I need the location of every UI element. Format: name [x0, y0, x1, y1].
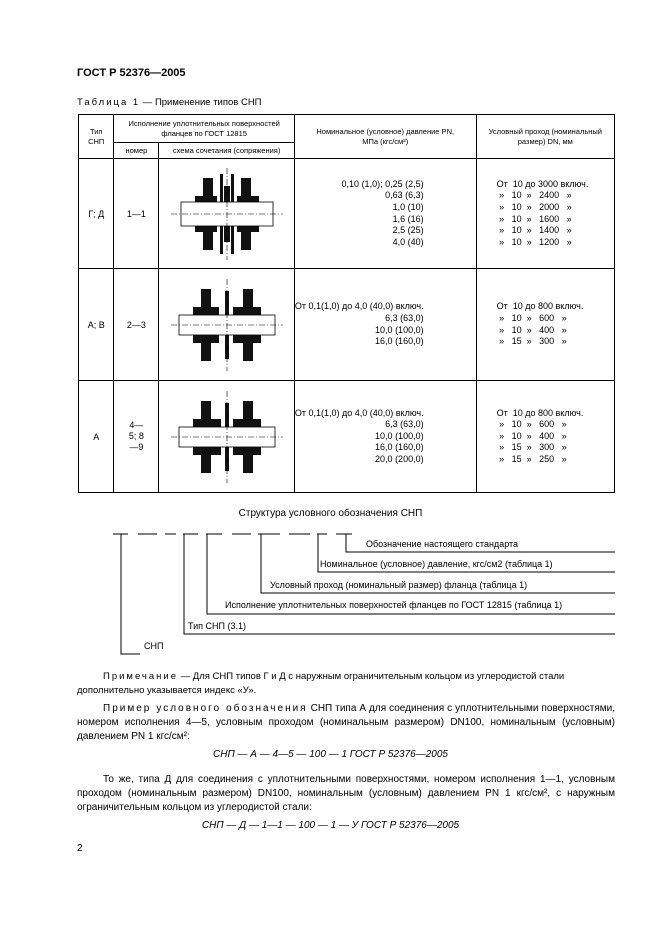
- cell-pressure: От 0,1(1,0) до 4,0 (40,0) включ. 6,3 (63,0) 10,0 (100,0) 16,0 (160,0): [294, 269, 476, 381]
- cell-type: А: [79, 381, 114, 493]
- note-text: — Для СНП типов Г и Д с наружным ограничительным кольцом из углеродистой стали дополнительно указывается индекс «У».: [77, 671, 565, 696]
- header-pressure: Номинальное (условное) давление PN, МПа (кгс/см²): [294, 115, 476, 159]
- header-scheme: схема сочетания (сопряжения): [159, 143, 294, 159]
- cell-number: 2—3: [114, 269, 159, 381]
- formula-2: СНП — Д — 1—1 — 100 — 1 — У ГОСТ Р 52376—2005: [201, 820, 460, 831]
- cell-diameter: От 10 до 800 включ. » 10 » 600 » » 10 » 400 » » 15 » 300 » » 15 » 250 »: [476, 381, 614, 493]
- header-number: номер: [114, 143, 159, 159]
- note-paragraph: [77, 670, 615, 698]
- note-prefix: Примечание: [103, 671, 178, 682]
- structure-label-standard: Обозначение настоящего стандарта: [366, 539, 519, 549]
- document-header: ГОСТ Р 52376—2005: [77, 67, 186, 79]
- example-paragraph-2: То же, типа Д для соединения с уплотнительными поверхностями, номером исполнения 1—1, условным проходом (номинальным размером) DN100, номинальным (условным) давлением PN 1 кгс/см², с наружным ограничительным кольцом из углеродистой стали:: [77, 774, 615, 813]
- header-execution: Исполнение уплотнительных поверхностей фланцев по ГОСТ 12815: [114, 115, 294, 143]
- header-diameter: Условный проход (номинальный размер) DN, мм: [476, 115, 614, 159]
- cell-pressure: От 0,1(1,0) до 4,0 (40,0) включ. 6,3 (63,0) 10,0 (100,0) 16,0 (160,0) 20,0 (200,0): [294, 381, 476, 493]
- structure-title: Структура условного обозначения СНП: [238, 508, 423, 519]
- structure-label-execution: Исполнение уплотнительных поверхностей фланцев по ГОСТ 12815 (таблица 1): [225, 600, 563, 610]
- cell-type: А; В: [79, 269, 114, 381]
- example-text: СНП типа А для соединения с уплотнительными поверхностями, номером исполнения 4—5, условным проходом (номинальным размером) DN100, номинальным (условным) давлением PN 1 кгс/см²:: [77, 703, 615, 742]
- cell-number: 1—1: [114, 159, 159, 269]
- formula-1: СНП — А — 4—5 — 100 — 1 ГОСТ Р 52376—2005: [213, 749, 448, 760]
- cell-number: 4—5; 8—9: [114, 381, 159, 493]
- table-caption-text: — Применение типов СНП: [140, 97, 262, 108]
- header-type: Тип СНП: [79, 115, 114, 159]
- example-paragraph: [77, 702, 615, 744]
- structure-label-snp: СНП: [144, 641, 164, 651]
- cell-diameter: От 10 до 3000 включ. » 10 » 2400 » » 10 » 2000 » » 10 » 1600 » » 10 » 1400 » » 10 » 1200 »: [476, 159, 614, 269]
- structure-label-diameter: Условный проход (номинальный размер) фланца (таблица 1): [270, 580, 528, 590]
- cell-pressure: 0,10 (1,0); 0,25 (2,5) 0,63 (6,3) 1,0 (10) 1,6 (16) 2,5 (25) 4,0 (40): [294, 159, 476, 269]
- table-caption-prefix: Таблица 1: [77, 97, 141, 108]
- cell-diameter: От 10 до 800 включ. » 10 » 600 » » 10 » 400 » » 15 » 300 »: [476, 269, 614, 381]
- structure-label-type: Тип СНП (3.1): [188, 621, 246, 631]
- structure-label-pressure: Номинальное (условное) давление, кгс/см2 (таблица 1): [320, 559, 553, 569]
- cell-type: Г; Д: [79, 159, 114, 269]
- page-number: 2: [77, 843, 83, 854]
- example-prefix: Пример условного обозначения: [103, 703, 308, 714]
